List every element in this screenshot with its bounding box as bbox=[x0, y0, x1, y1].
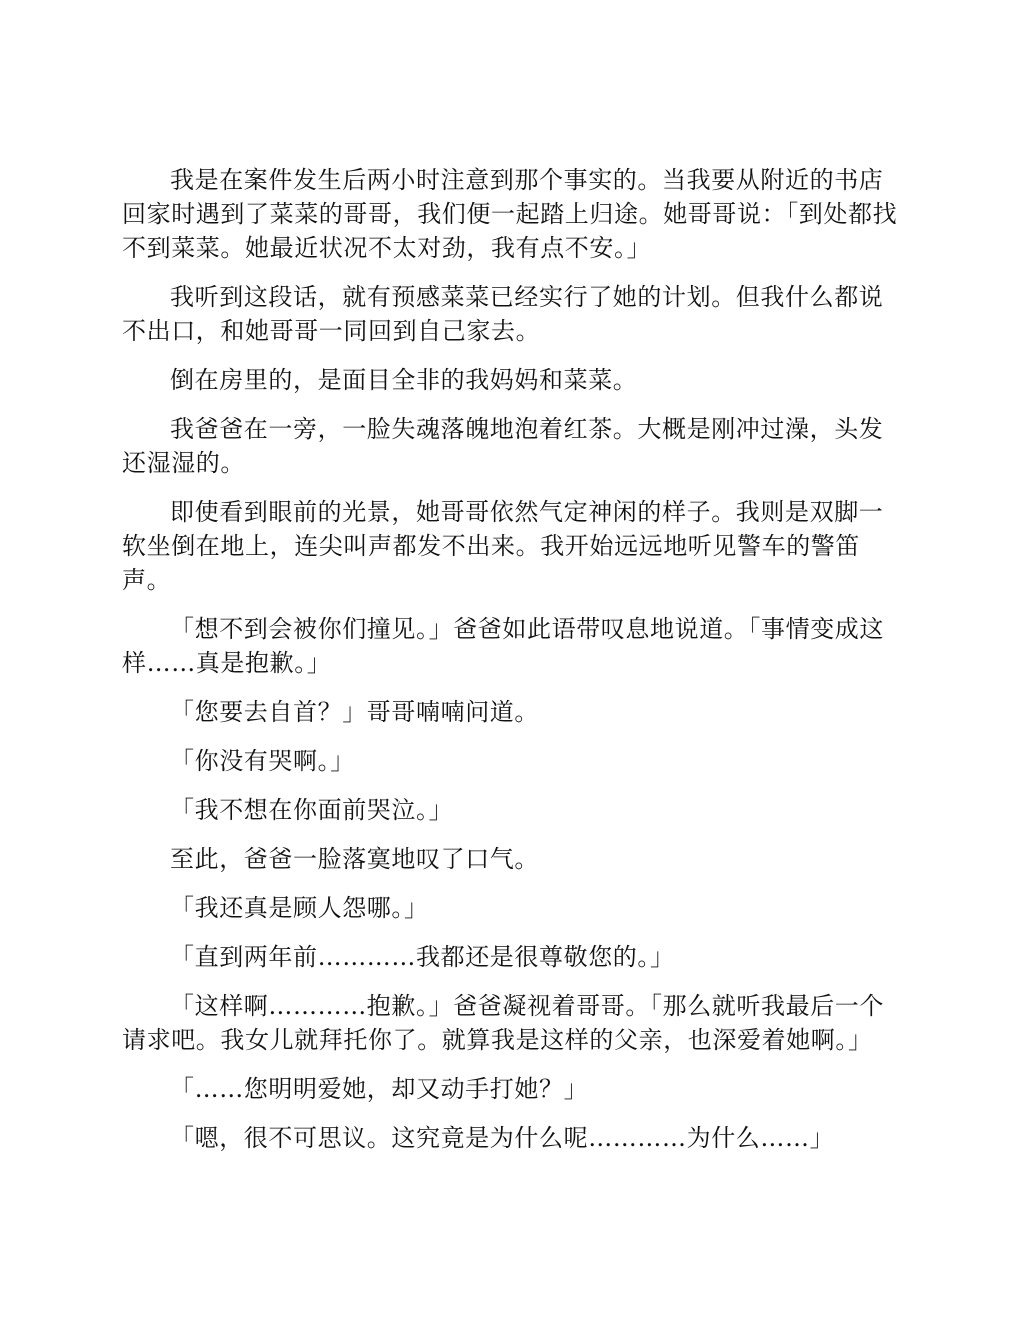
paragraph-10: 至此，爸爸一脸落寞地叹了口气。 bbox=[170, 845, 539, 873]
paragraph-3: 倒在房里的，是面目全非的我妈妈和菜菜。 bbox=[170, 366, 638, 394]
page-text-body bbox=[122, 163, 898, 1170]
paragraph-11: 「我还真是顾人怨哪。」 bbox=[170, 894, 429, 922]
paragraph-1: 我是在案件发生后两小时注意到那个事实的。当我要从附近的书店回家时遇到了菜菜的哥哥，我们便一起踏上归途。她哥哥说：「到处都找不到菜菜。她最近状况不太对劲，我有点不安。」 bbox=[122, 166, 898, 262]
paragraph-7: 「您要去自首？」哥哥喃喃问道。 bbox=[170, 698, 539, 726]
paragraph-12: 「直到两年前…………我都还是很尊敬您的。」 bbox=[170, 943, 675, 971]
paragraph-13: 「这样啊…………抱歉。」爸爸凝视着哥哥。「那么就听我最后一个请求吧。我女儿就拜托你了。就算我是这样的父亲，也深爱着她啊。」 bbox=[122, 992, 884, 1054]
paragraph-6: 「想不到会被你们撞见。」爸爸如此语带叹息地说道。「事情变成这样……真是抱歉。」 bbox=[122, 615, 884, 677]
paragraph-15: 「嗯，很不可思议。这究竟是为什么呢…………为什么……」 bbox=[170, 1124, 835, 1152]
paragraph-5: 即使看到眼前的光景，她哥哥依然气定神闲的样子。我则是双脚一软坐倒在地上，连尖叫声都发不出来。我开始远远地听见警车的警笛声。 bbox=[122, 498, 884, 594]
paragraph-8: 「你没有哭啊。」 bbox=[170, 747, 355, 775]
paragraph-2: 我听到这段话，就有预感菜菜已经实行了她的计划。但我什么都说不出口，和她哥哥一同回到自己家去。 bbox=[122, 283, 884, 345]
paragraph-14: 「……您明明爱她，却又动手打她？」 bbox=[170, 1075, 589, 1103]
paragraph-4: 我爸爸在一旁，一脸失魂落魄地泡着红茶。大概是刚冲过澡，头发还湿湿的。 bbox=[122, 415, 884, 477]
paragraph-9: 「我不想在你面前哭泣。」 bbox=[170, 796, 454, 824]
